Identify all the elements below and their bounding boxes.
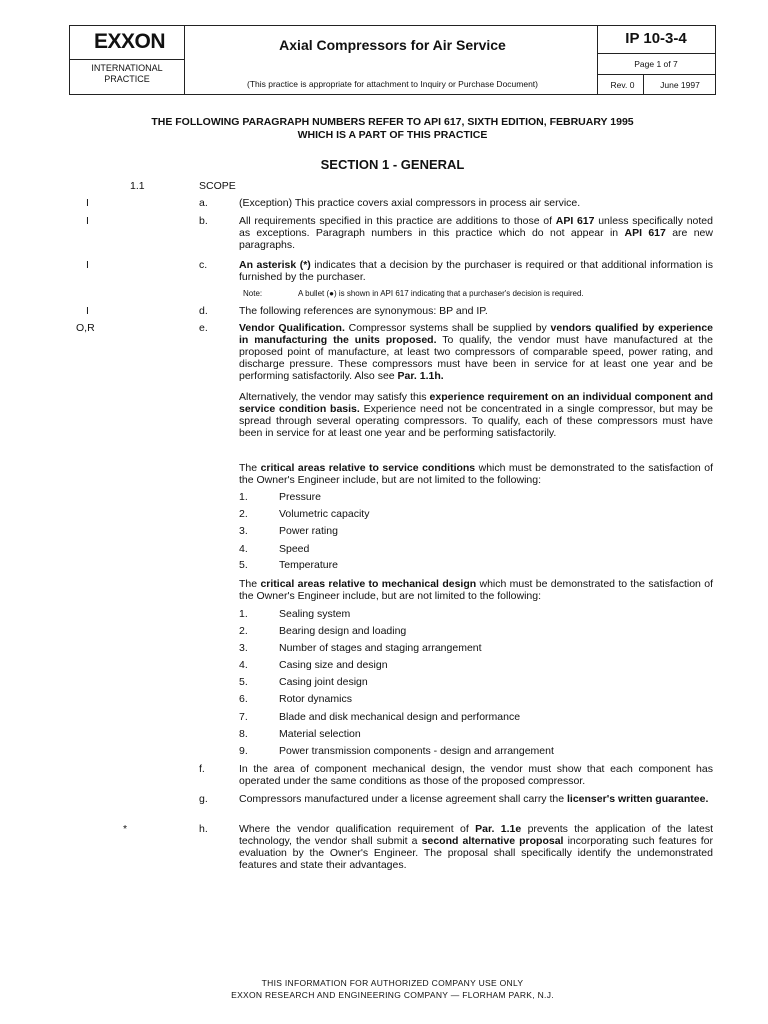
list-number: 2. [239, 625, 248, 637]
paragraph-label: c. [199, 259, 208, 271]
paragraph-reference: Par. 1.1e [475, 823, 522, 835]
paragraph-label: h. [199, 823, 208, 835]
list-number: 1. [239, 608, 248, 620]
practice-label-line2: PRACTICE [104, 74, 150, 84]
api-reference: API 617 [624, 227, 666, 239]
list-item: Number of stages and staging arrangement [279, 642, 482, 654]
text-run: are new paragraphs. [239, 227, 713, 251]
text-run: Compressors manufactured under a license agreement shall carry the [239, 793, 567, 805]
revision: Rev. 0 [610, 80, 635, 90]
text-run: which must be demonstrated to the satisfaction of the Owner's Engineer include, but are not limited to the following: [239, 578, 713, 602]
header-divider [184, 26, 185, 94]
document-title: Axial Compressors for Air Service [279, 37, 506, 53]
header-divider [70, 59, 184, 60]
text-run: which must be demonstrated to the satisfaction of the Owner's Engineer include, but are not limited to the following: [239, 462, 713, 486]
scope-title: SCOPE [199, 180, 236, 192]
scope-number: 1.1 [130, 180, 145, 192]
text-run: Where the vendor qualification requirement of [239, 823, 476, 835]
change-marker: I [86, 259, 89, 271]
note-label: Note: [243, 289, 263, 298]
change-marker: I [86, 215, 89, 227]
paragraph-label: d. [199, 305, 208, 317]
text-run: incorporating such features for evaluation by the Owner's Engineer. The proposal shall specifically identify the undemonstrated features and state their advantages. [239, 835, 713, 871]
list-item: Casing size and design [279, 659, 388, 671]
list-number: 3. [239, 525, 248, 537]
text-run: Compressor systems shall be supplied by [344, 322, 551, 334]
paragraph-e-3 [239, 462, 713, 486]
text-run: unless specifically noted as exceptions. Paragraph numbers in this practice which do not appear in [239, 215, 713, 239]
asterisk-marker: * [123, 823, 128, 835]
change-marker: O,R [76, 322, 95, 334]
page-number: Page 1 of 7 [634, 59, 678, 69]
document-header [69, 25, 716, 95]
emphasis: licenser's written guarantee. [567, 793, 709, 805]
api-reference: API 617 [555, 215, 595, 227]
paragraph-e-4 [239, 578, 713, 602]
list-item: Blade and disk mechanical design and performance [279, 711, 521, 723]
list-item: Temperature [279, 559, 338, 571]
change-marker: I [86, 305, 89, 317]
list-number: 5. [239, 676, 248, 688]
paragraph-b [239, 215, 713, 251]
emphasis: experience requirement on an individual component and service condition basis. [239, 391, 714, 415]
list-item: Rotor dynamics [279, 693, 352, 705]
note-text: A bullet (●) is shown in API 617 indicating that a purchaser's decision is required. [298, 289, 584, 298]
list-item: Material selection [279, 728, 361, 740]
list-number: 2. [239, 508, 248, 520]
list-number: 9. [239, 745, 248, 757]
practice-label [72, 63, 182, 85]
emphasis: An asterisk (*) [239, 259, 311, 271]
paragraph-g [239, 793, 713, 805]
list-number: 7. [239, 711, 248, 723]
list-item: Volumetric capacity [279, 508, 370, 520]
emphasis: critical areas relative to service conditions [260, 462, 476, 474]
list-item: Pressure [279, 491, 322, 503]
notice-line2: WHICH IS A PART OF THIS PRACTICE [297, 129, 488, 141]
text-run: To qualify, the vendor must have manufactured at the proposed point of manufacture, at least two compressors of comparable speed, power rating, and discharge pressure. These compressors must have been in service for at least one year and be performing satisfactorily. Also see [239, 334, 713, 382]
document-number: IP 10-3-4 [625, 30, 687, 47]
list-number: 3. [239, 642, 248, 654]
paragraph-e-1 [239, 322, 713, 382]
list-item: Casing joint design [279, 676, 368, 688]
paragraph-reference: Par. 1.1h. [397, 370, 444, 382]
list-number: 6. [239, 693, 248, 705]
paragraph-e-2 [239, 391, 713, 439]
header-divider [597, 26, 598, 94]
exxon-logo: EXXON [94, 30, 166, 53]
document-subtitle: (This practice is appropriate for attachment to Inquiry or Purchase Document) [246, 79, 539, 89]
emphasis: Vendor Qualification. [239, 322, 345, 334]
paragraph-label: f. [199, 763, 205, 775]
api-reference-notice [69, 116, 716, 142]
footer-notice: THIS INFORMATION FOR AUTHORIZED COMPANY USE ONLY [261, 978, 524, 988]
text-run: prevents the application of the latest technology, the vendor shall submit a [239, 823, 713, 847]
change-marker: I [86, 197, 89, 209]
emphasis: vendors qualified by experience in manufacturing the units proposed. [239, 322, 714, 346]
list-number: 1. [239, 491, 248, 503]
emphasis: second alternative proposal [421, 835, 564, 847]
list-item: Sealing system [279, 608, 351, 620]
header-divider [597, 53, 715, 54]
paragraph-label: e. [199, 322, 208, 334]
paragraph-label: a. [199, 197, 208, 209]
footer-company: EXXON RESEARCH AND ENGINEERING COMPANY — FLORHAM PARK, N.J. [231, 990, 554, 1000]
practice-label-line1: INTERNATIONAL [91, 63, 163, 73]
paragraph-label: g. [199, 793, 208, 805]
paragraph-d: The following references are synonymous: BP and IP. [239, 305, 488, 317]
text-run: Experience need not be concentrated in a single compressor, but may be spread through several operating compressors. To qualify, each of these compressors must have been in service for at least one year and be performing satisfactorily. [239, 403, 714, 439]
text-run: The [239, 578, 261, 590]
paragraph-f: In the area of component mechanical design, the vendor must show that each component has operated under the same conditions as those of the proposed compressor. [239, 763, 713, 787]
paragraph-a: (Exception) This practice covers axial compressors in process air service. [239, 197, 581, 209]
text-run: Alternatively, the vendor may satisfy this [239, 391, 430, 403]
text-run: All requirements specified in this practice are additions to those of [239, 215, 556, 227]
paragraph-h [239, 823, 713, 871]
paragraph-c [239, 259, 713, 283]
list-number: 4. [239, 543, 248, 555]
text-run: indicates that a decision by the purchaser is required or that additional information is furnished by the purchaser. [239, 259, 713, 283]
list-item: Speed [279, 543, 310, 555]
header-divider [597, 74, 715, 75]
issue-date: June 1997 [660, 80, 700, 90]
list-item: Power rating [279, 525, 338, 537]
notice-line1: THE FOLLOWING PARAGRAPH NUMBERS REFER TO API 617, SIXTH EDITION, FEBRUARY 1995 [151, 116, 634, 128]
list-number: 8. [239, 728, 248, 740]
list-item: Bearing design and loading [279, 625, 407, 637]
paragraph-label: b. [199, 215, 208, 227]
list-item: Power transmission components - design and arrangement [279, 745, 554, 757]
emphasis: critical areas relative to mechanical design [260, 578, 477, 590]
list-number: 4. [239, 659, 248, 671]
text-run: The [239, 462, 261, 474]
section-title: SECTION 1 - GENERAL [320, 157, 465, 172]
list-number: 5. [239, 559, 248, 571]
